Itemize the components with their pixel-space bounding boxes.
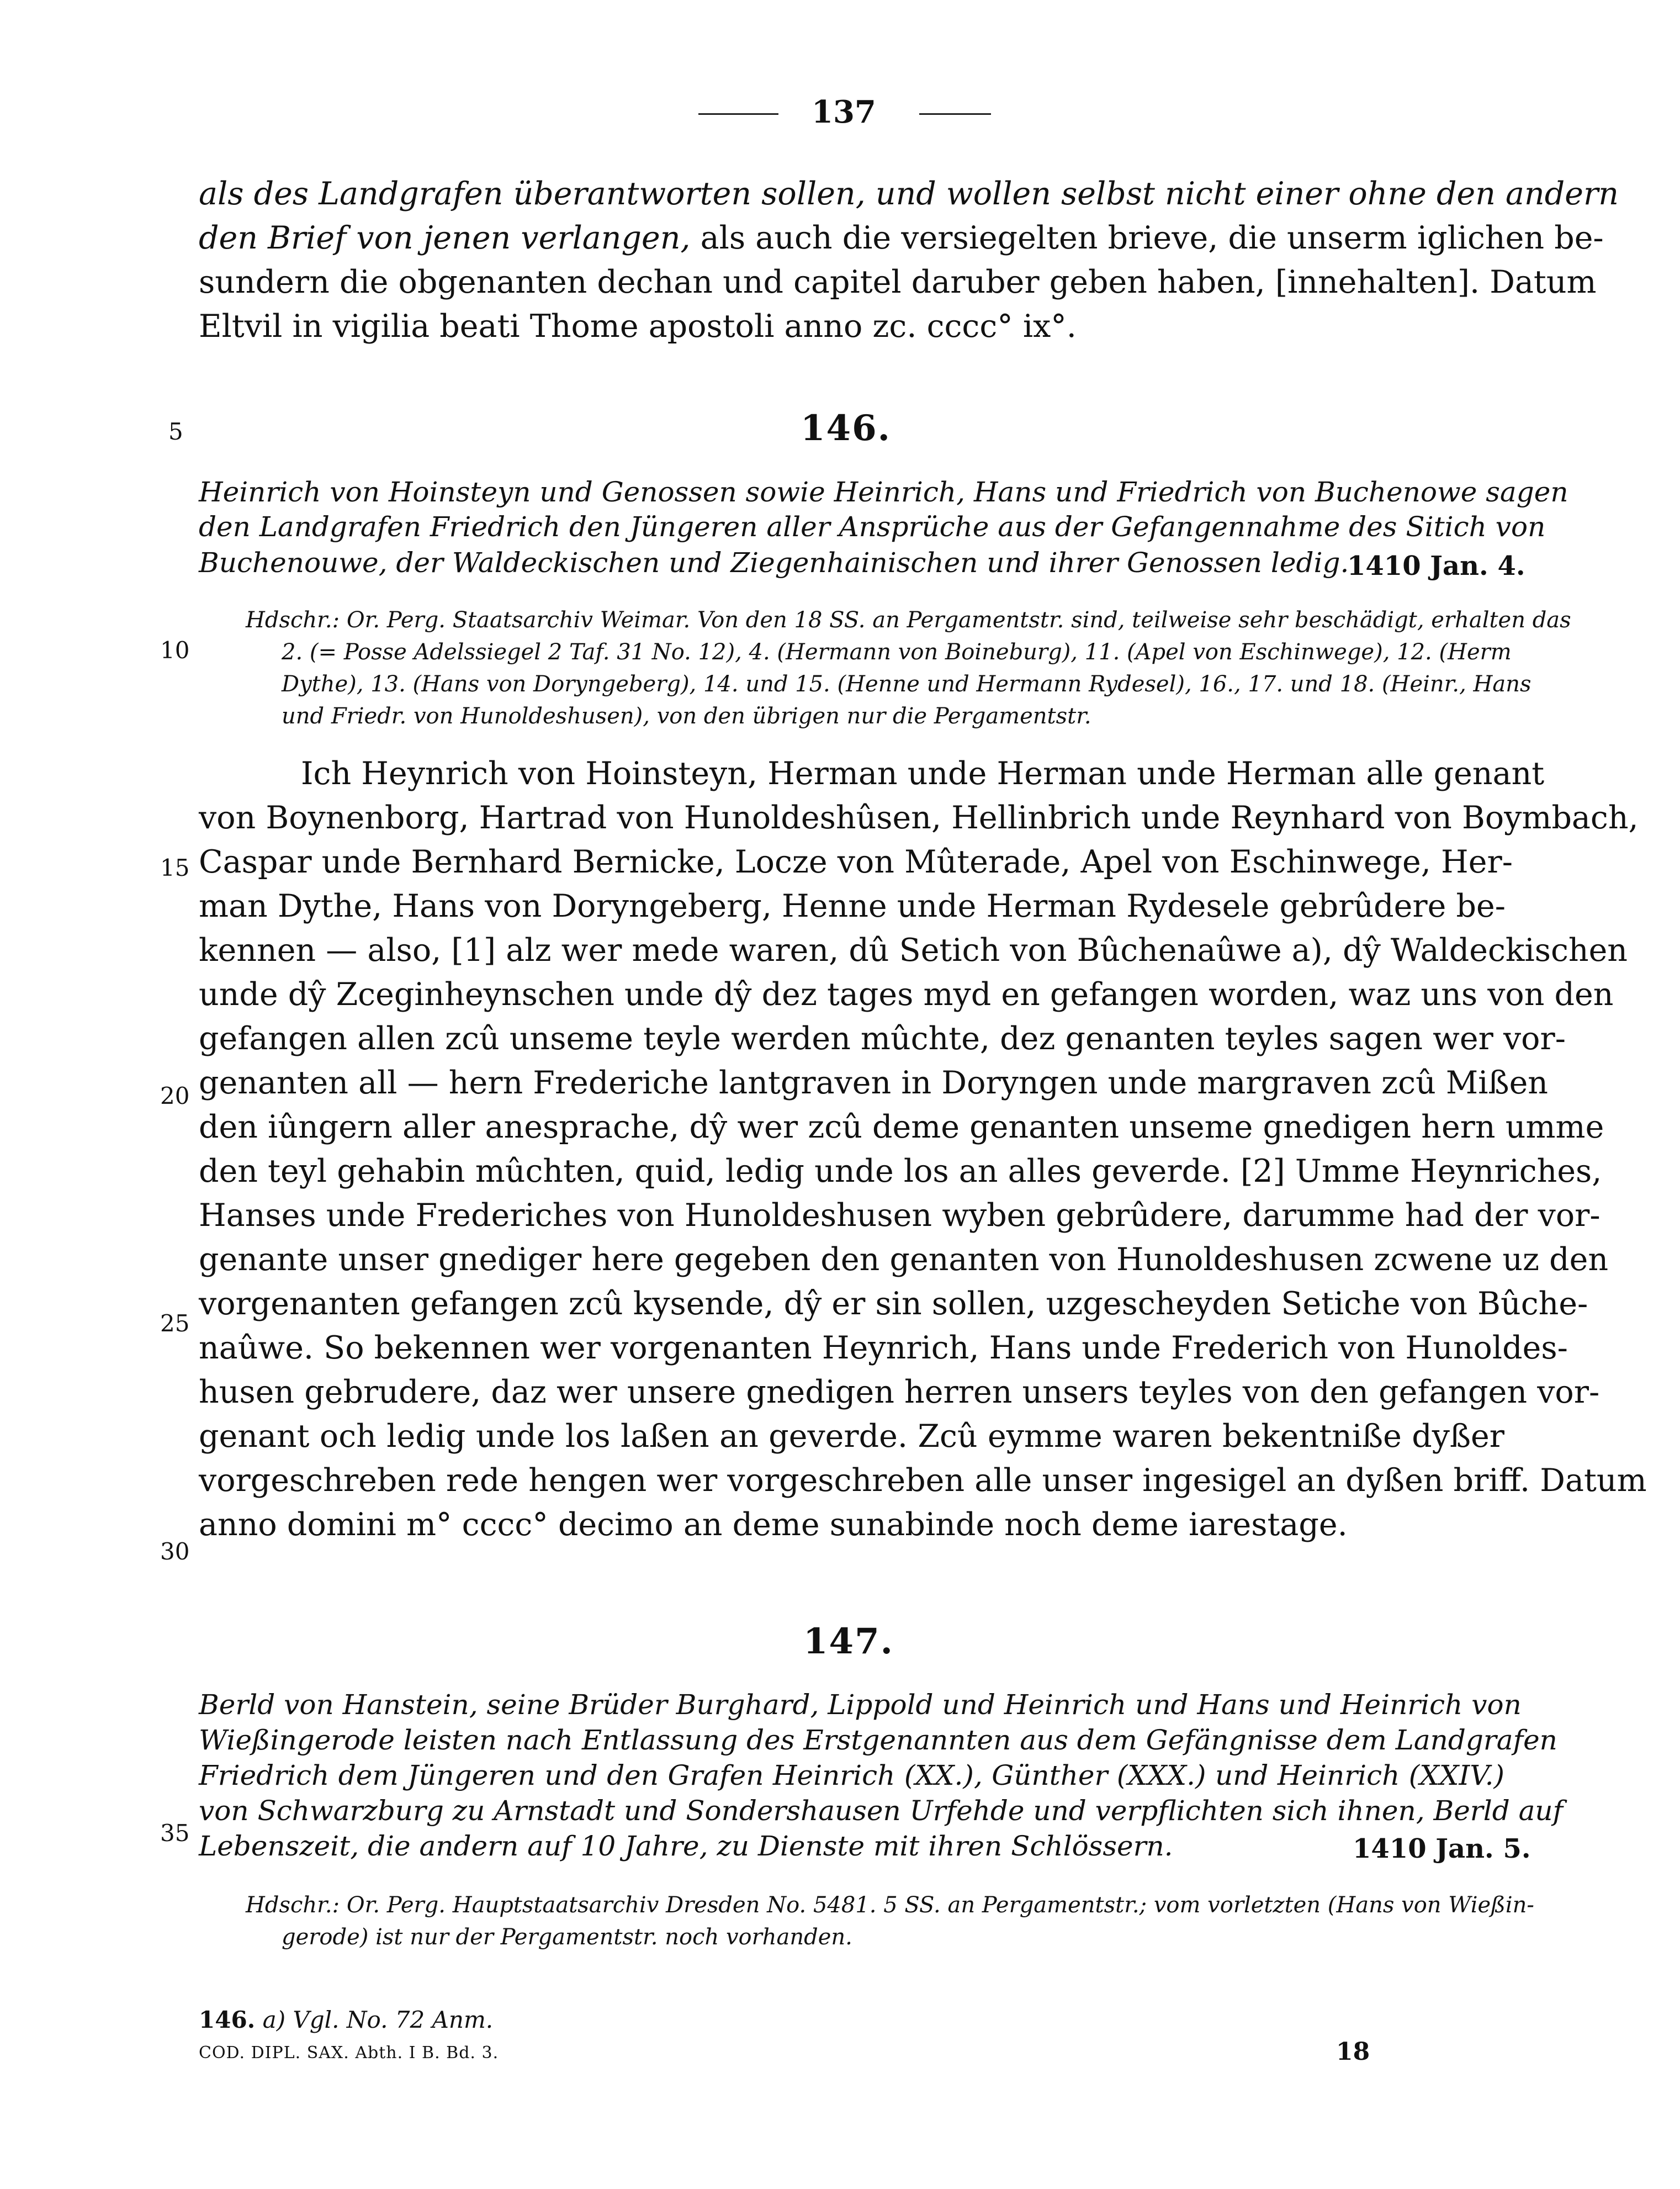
text-line: kennen — also, [1] alz wer mede waren, dû Setich von Bûchenaûwe a), dŷ Waldeckischen bbox=[199, 932, 1628, 969]
page-number: 137 bbox=[812, 94, 876, 130]
text-line: husen gebrudere, daz wer unsere gnedigen herren unsers teyles von den gefangen vor- bbox=[199, 1374, 1600, 1410]
summary-line: Berld von Hanstein, seine Brüder Burghard, Lippold und Heinrich und Hans und Heinrich von bbox=[199, 1689, 1522, 1721]
text-line: Hanses unde Frederiches von Hunoldeshusen wyben gebrûdere, darumme had der vor- bbox=[199, 1197, 1600, 1234]
manuscript-note-line: gerode) ist nur der Pergamentstr. noch vorhanden. bbox=[282, 1924, 852, 1950]
text-line: genanten all — hern Frederiche lantgraven in Doryngen unde margraven zcû Mißen bbox=[199, 1065, 1549, 1101]
text-line: anno domini m° cccc° decimo an deme sunabinde noch deme iarestage. bbox=[199, 1506, 1348, 1543]
text-line: Caspar unde Bernhard Bernicke, Locze von Mûterade, Apel von Eschinwege, Her- bbox=[199, 844, 1513, 880]
summary-line: von Schwarzburg zu Arnstadt und Sondershausen Urfehde und verpflichten sich ihnen, Berld auf bbox=[199, 1795, 1564, 1827]
line-number: 35 bbox=[160, 1820, 190, 1847]
document-date: 1410 Jan. 5. bbox=[1353, 1833, 1531, 1864]
summary-line: den Landgrafen Friedrich den Jüngeren aller Ansprüche aus der Gefangennahme des Sitich von bbox=[199, 511, 1546, 543]
sheet-number: 18 bbox=[1336, 2038, 1370, 2066]
footnote-text: a) Vgl. No. 72 Anm. bbox=[262, 2006, 494, 2033]
document-date: 1410 Jan. 4. bbox=[1347, 551, 1525, 581]
text-line: unde dŷ Zceginheynschen unde dŷ dez tages myd en gefangen worden, waz uns von den bbox=[199, 976, 1614, 1013]
document-number: 146. bbox=[801, 408, 891, 449]
text-line: genante unser gnediger here gegeben den genanten von Hunoldeshusen zcwene uz den bbox=[199, 1241, 1609, 1278]
summary-line: Wießingerode leisten nach Entlassung des Erstgenannten aus dem Gefängnisse dem Landgrafen bbox=[199, 1724, 1557, 1756]
text-line: vorgeschreben rede hengen wer vorgeschreben alle unser ingesigel an dyßen briff. Datum bbox=[199, 1462, 1647, 1499]
text-line: vorgenanten gefangen zcû kysende, dŷ er sin sollen, uzgescheyden Setiche von Bûche- bbox=[199, 1286, 1588, 1322]
manuscript-note-line: und Friedr. von Hunoldeshusen), von den übrigen nur die Pergamentstr. bbox=[282, 704, 1091, 729]
text-line: gefangen allen zcû unseme teyle werden mûchte, dez genanten teyles sagen wer vor- bbox=[199, 1021, 1566, 1057]
footnote-ref: 146. bbox=[199, 2006, 256, 2033]
text-line: man Dythe, Hans von Doryngeberg, Henne unde Herman Rydesele gebrûdere be- bbox=[199, 888, 1506, 924]
text-line: naûwe. So bekennen wer vorgenanten Heynrich, Hans unde Frederich von Hunoldes- bbox=[199, 1330, 1568, 1366]
text-line: den teyl gehabin mûchten, quid, ledig unde los an alles geverde. [2] Umme Heynriches, bbox=[199, 1153, 1602, 1189]
line-number: 5 bbox=[168, 418, 183, 445]
line-number: 10 bbox=[160, 637, 190, 664]
manuscript-note-line: Dythe), 13. (Hans von Doryngeberg), 14. und 15. (Henne und Hermann Rydesel), 16., 17. und 18. (Heinr., Hans bbox=[282, 671, 1531, 697]
summary-line: Friedrich dem Jüngeren und den Grafen Heinrich (XX.), Günther (XXX.) und Heinrich (XXIV.) bbox=[199, 1759, 1504, 1791]
continuation-line: den Brief von jenen verlangen, als auch die versiegelten brieve, die unserm iglichen be- bbox=[199, 220, 1604, 256]
document-number: 147. bbox=[803, 1621, 894, 1662]
header-rule-right bbox=[919, 113, 991, 115]
text-line: den iûngern aller anesprache, dŷ wer zcû deme genanten unseme gnedigen hern umme bbox=[199, 1109, 1604, 1145]
line-number: 20 bbox=[160, 1082, 190, 1109]
line-number: 30 bbox=[160, 1538, 190, 1565]
manuscript-note-line: Hdschr.: Or. Perg. Hauptstaatsarchiv Dresden No. 5481. 5 SS. an Pergamentstr.; vom vorletzten (Hans von Wießin- bbox=[246, 1892, 1534, 1918]
footer-source: COD. DIPL. SAX. Abth. I B. Bd. 3. bbox=[199, 2043, 499, 2063]
text-line: Ich Heynrich von Hoinsteyn, Herman unde Herman unde Herman alle genant bbox=[301, 755, 1545, 792]
continuation-line: Eltvil in vigilia beati Thome apostoli anno zc. cccc° ix°. bbox=[199, 308, 1077, 345]
text-line: von Boynenborg, Hartrad von Hunoldeshûsen, Hellinbrich unde Reynhard von Boymbach, bbox=[199, 800, 1639, 836]
continuation-line: als des Landgrafen überantworten sollen, und wollen selbst nicht einer ohne den andern bbox=[199, 176, 1619, 212]
summary-line: Lebenszeit, die andern auf 10 Jahre, zu Dienste mit ihren Schlössern. bbox=[199, 1830, 1173, 1862]
line-number: 15 bbox=[160, 854, 190, 881]
header-rule-left bbox=[698, 113, 778, 115]
manuscript-note-line: 2. (= Posse Adelssiegel 2 Taf. 31 No. 12), 4. (Hermann von Boineburg), 11. (Apel von Eschinwege), 12. (Herm bbox=[282, 639, 1512, 665]
line-number: 25 bbox=[160, 1310, 190, 1337]
footnote bbox=[199, 2006, 493, 2033]
text-line: genant och ledig unde los laßen an geverde. Zcû eymme waren bekentniße dyßer bbox=[199, 1418, 1504, 1455]
summary-line: Buchenouwe, der Waldeckischen und Ziegenhainischen und ihrer Genossen ledig. bbox=[199, 547, 1349, 579]
summary-line: Heinrich von Hoinsteyn und Genossen sowie Heinrich, Hans und Friedrich von Buchenowe sagen bbox=[199, 476, 1568, 508]
manuscript-note-line: Hdschr.: Or. Perg. Staatsarchiv Weimar. Von den 18 SS. an Pergamentstr. sind, teilweise sehr beschädigt, erhalten das bbox=[246, 607, 1571, 633]
continuation-line: sundern die obgenanten dechan und capitel daruber geben haben, [innehalten]. Datum bbox=[199, 264, 1597, 300]
